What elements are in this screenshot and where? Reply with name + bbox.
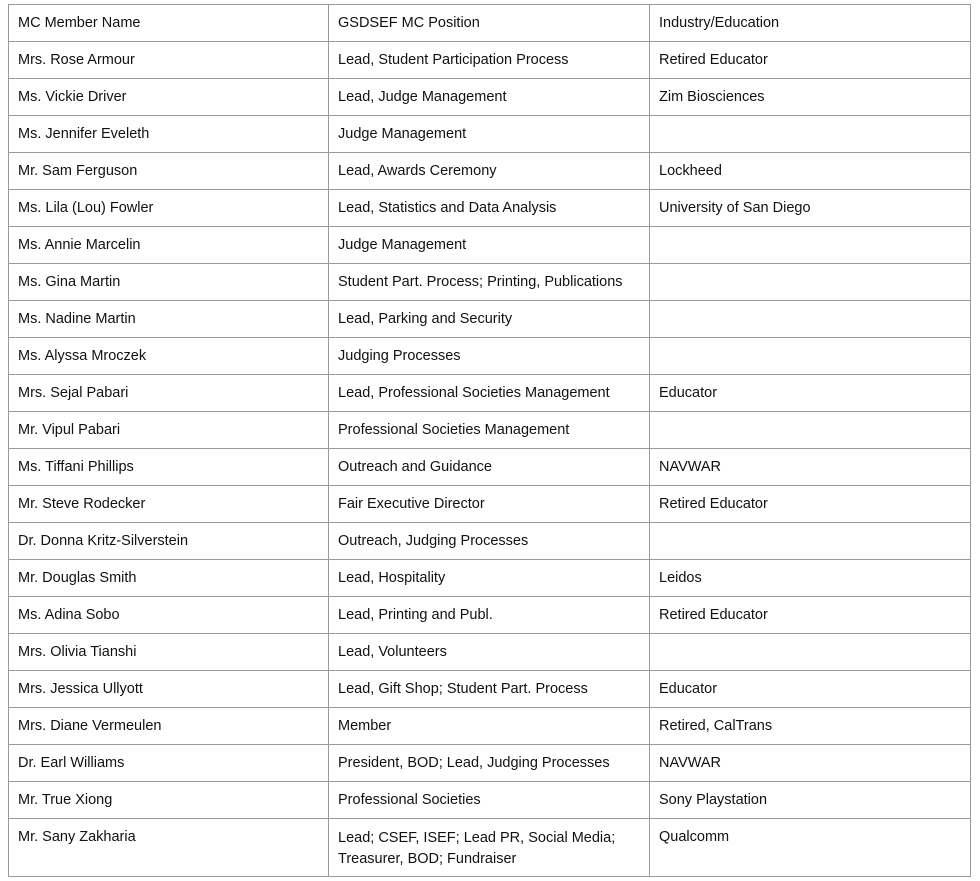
table-row	[9, 227, 971, 264]
member-name-cell: Ms. Lila (Lou) Fowler	[9, 190, 329, 227]
member-name-cell: Mrs. Jessica Ullyott	[9, 671, 329, 708]
member-name-cell: Ms. Annie Marcelin	[9, 227, 329, 264]
industry-cell: Retired, CalTrans	[650, 708, 971, 745]
industry-cell	[650, 301, 971, 338]
industry-cell: Educator	[650, 671, 971, 708]
industry-cell: Retired Educator	[650, 42, 971, 79]
mc-position-cell: Professional Societies Management	[329, 412, 650, 449]
mc-position-cell: Lead, Student Participation Process	[329, 42, 650, 79]
industry-cell	[650, 634, 971, 671]
mc-position-line: Lead; CSEF, ISEF; Lead PR, Social Media;	[338, 830, 616, 846]
member-name-cell: Ms. Alyssa Mroczek	[9, 338, 329, 375]
industry-cell	[650, 523, 971, 560]
mc-position-cell: Student Part. Process; Printing, Publications	[329, 264, 650, 301]
header-member-name: MC Member Name	[9, 5, 329, 42]
table-row	[9, 412, 971, 449]
member-name-cell: Mr. Douglas Smith	[9, 560, 329, 597]
mc-position-cell: Lead, Printing and Publ.	[329, 597, 650, 634]
table-row	[9, 153, 971, 190]
industry-cell: Educator	[650, 375, 971, 412]
industry-cell	[650, 264, 971, 301]
industry-cell: Qualcomm	[650, 819, 971, 877]
mc-position-cell: Lead, Judge Management	[329, 79, 650, 116]
industry-cell: Retired Educator	[650, 486, 971, 523]
table-row	[9, 671, 971, 708]
mc-position-cell: Lead, Professional Societies Management	[329, 375, 650, 412]
header-mc-position: GSDSEF MC Position	[329, 5, 650, 42]
mc-position-line: Treasurer, BOD; Fundraiser	[338, 851, 517, 867]
table-row	[9, 190, 971, 227]
mc-position-cell: Outreach and Guidance	[329, 449, 650, 486]
mc-position-cell: Lead, Awards Ceremony	[329, 153, 650, 190]
member-name-cell: Mr. True Xiong	[9, 782, 329, 819]
industry-cell: Zim Biosciences	[650, 79, 971, 116]
table-row	[9, 597, 971, 634]
table-row	[9, 264, 971, 301]
mc-position-cell	[329, 819, 650, 877]
table-header-row	[9, 5, 971, 42]
mc-position-cell: Fair Executive Director	[329, 486, 650, 523]
member-name-cell: Ms. Adina Sobo	[9, 597, 329, 634]
mc-position-cell: Lead, Volunteers	[329, 634, 650, 671]
table-row	[9, 819, 971, 877]
mc-position-cell: Member	[329, 708, 650, 745]
table-row	[9, 560, 971, 597]
industry-cell: NAVWAR	[650, 745, 971, 782]
table-row	[9, 782, 971, 819]
member-name-cell: Ms. Nadine Martin	[9, 301, 329, 338]
member-name-cell: Mrs. Diane Vermeulen	[9, 708, 329, 745]
header-industry-education: Industry/Education	[650, 5, 971, 42]
table-row	[9, 116, 971, 153]
table-row	[9, 486, 971, 523]
table-row	[9, 79, 971, 116]
industry-cell: Lockheed	[650, 153, 971, 190]
member-name-cell: Mr. Steve Rodecker	[9, 486, 329, 523]
table-row	[9, 523, 971, 560]
table-row	[9, 745, 971, 782]
table-row	[9, 449, 971, 486]
member-name-cell: Ms. Gina Martin	[9, 264, 329, 301]
industry-cell	[650, 412, 971, 449]
table-body	[9, 42, 971, 877]
mc-position-cell: Professional Societies	[329, 782, 650, 819]
member-name-cell: Mr. Vipul Pabari	[9, 412, 329, 449]
mc-position-cell: Lead, Parking and Security	[329, 301, 650, 338]
mc-position-cell: Judging Processes	[329, 338, 650, 375]
member-name-cell: Dr. Donna Kritz-Silverstein	[9, 523, 329, 560]
member-name-cell: Mrs. Sejal Pabari	[9, 375, 329, 412]
member-name-cell: Mr. Sam Ferguson	[9, 153, 329, 190]
industry-cell	[650, 116, 971, 153]
member-name-cell: Dr. Earl Williams	[9, 745, 329, 782]
industry-cell: University of San Diego	[650, 190, 971, 227]
table-row	[9, 338, 971, 375]
member-name-cell: Ms. Jennifer Eveleth	[9, 116, 329, 153]
mc-position-cell: Lead, Gift Shop; Student Part. Process	[329, 671, 650, 708]
mc-position-cell: Lead, Statistics and Data Analysis	[329, 190, 650, 227]
table-row	[9, 42, 971, 79]
mc-position-cell: Lead, Hospitality	[329, 560, 650, 597]
industry-cell: Sony Playstation	[650, 782, 971, 819]
member-name-cell: Mr. Sany Zakharia	[9, 819, 329, 877]
table-row	[9, 634, 971, 671]
industry-cell: Leidos	[650, 560, 971, 597]
table-row	[9, 375, 971, 412]
member-name-cell: Mrs. Rose Armour	[9, 42, 329, 79]
mc-position-cell: Outreach, Judging Processes	[329, 523, 650, 560]
table-row	[9, 301, 971, 338]
industry-cell: Retired Educator	[650, 597, 971, 634]
member-name-cell: Mrs. Olivia Tianshi	[9, 634, 329, 671]
member-name-cell: Ms. Tiffani Phillips	[9, 449, 329, 486]
industry-cell	[650, 338, 971, 375]
mc-position-cell: Judge Management	[329, 116, 650, 153]
industry-cell	[650, 227, 971, 264]
mc-members-table	[8, 4, 971, 877]
mc-position-cell: Judge Management	[329, 227, 650, 264]
table-row	[9, 708, 971, 745]
industry-cell: NAVWAR	[650, 449, 971, 486]
mc-members-table-container	[8, 4, 971, 877]
mc-position-cell: President, BOD; Lead, Judging Processes	[329, 745, 650, 782]
member-name-cell: Ms. Vickie Driver	[9, 79, 329, 116]
